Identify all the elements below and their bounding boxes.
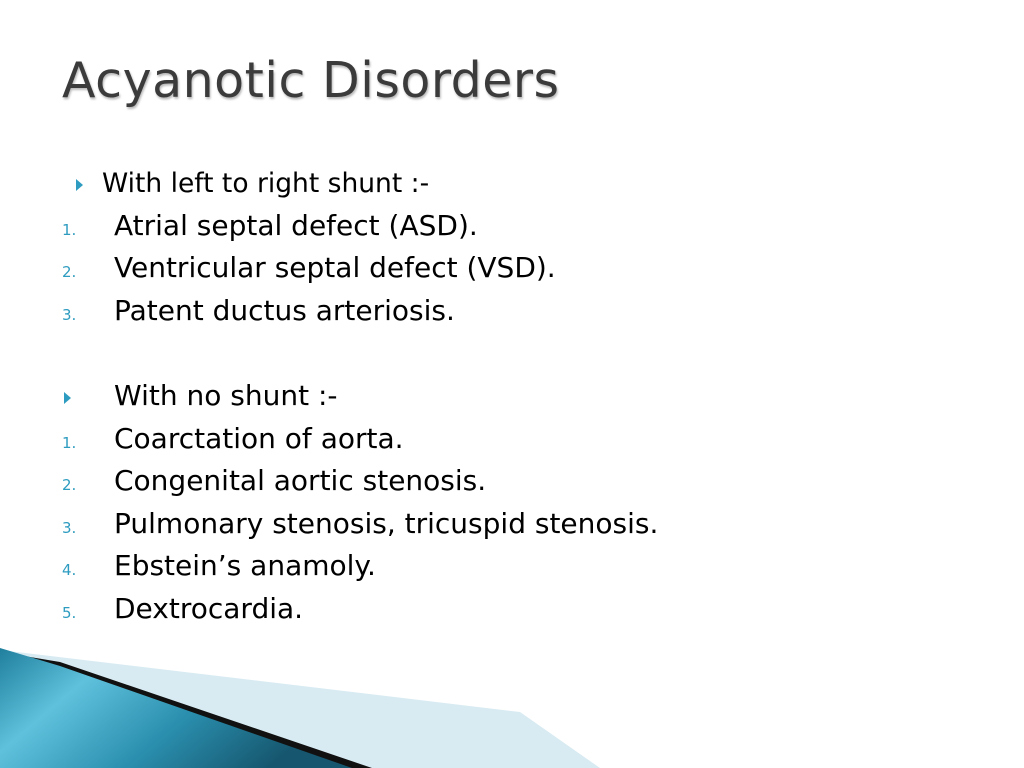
triangle-bullet-icon [76, 179, 83, 191]
list-item-text: Coarctation of aorta. [114, 421, 404, 455]
group-heading [0, 164, 1024, 207]
list-item-text: Pulmonary stenosis, tricuspid stenosis. [114, 506, 659, 540]
list-item-text: Congenital aortic stenosis. [114, 464, 487, 497]
list-number: 2. [62, 476, 77, 494]
list-item-text: Patent ductus arteriosis. [114, 293, 455, 327]
group-heading-text: With no shunt :- [114, 379, 338, 412]
slide-content [0, 164, 1024, 632]
list-item [0, 462, 1024, 505]
list-item-text: Atrial septal defect (ASD). [114, 208, 478, 242]
list-item [0, 292, 1024, 335]
list-item [0, 505, 1024, 548]
slide-title: Acyanotic Disorders [62, 52, 560, 109]
list-number: 1. [62, 433, 77, 452]
list-item-text: Dextrocardia. [114, 591, 304, 625]
list-item-text: Ventricular septal defect (VSD). [114, 251, 556, 284]
list-number: 2. [62, 263, 77, 281]
list-number: 1. [62, 220, 77, 239]
list-item [0, 420, 1024, 463]
list-item [0, 590, 1024, 633]
list-number: 3. [62, 305, 77, 324]
list-number: 4. [62, 561, 77, 579]
group-heading [0, 377, 1024, 420]
list-item-text: Ebstein’s anamoly. [114, 549, 376, 582]
list-number: 3. [62, 518, 77, 537]
list-item [0, 207, 1024, 250]
list-number: 5. [62, 603, 77, 622]
list-item [0, 249, 1024, 292]
triangle-bullet-icon [64, 392, 71, 404]
group-heading-text: With left to right shunt :- [102, 168, 430, 199]
list-item [0, 547, 1024, 590]
